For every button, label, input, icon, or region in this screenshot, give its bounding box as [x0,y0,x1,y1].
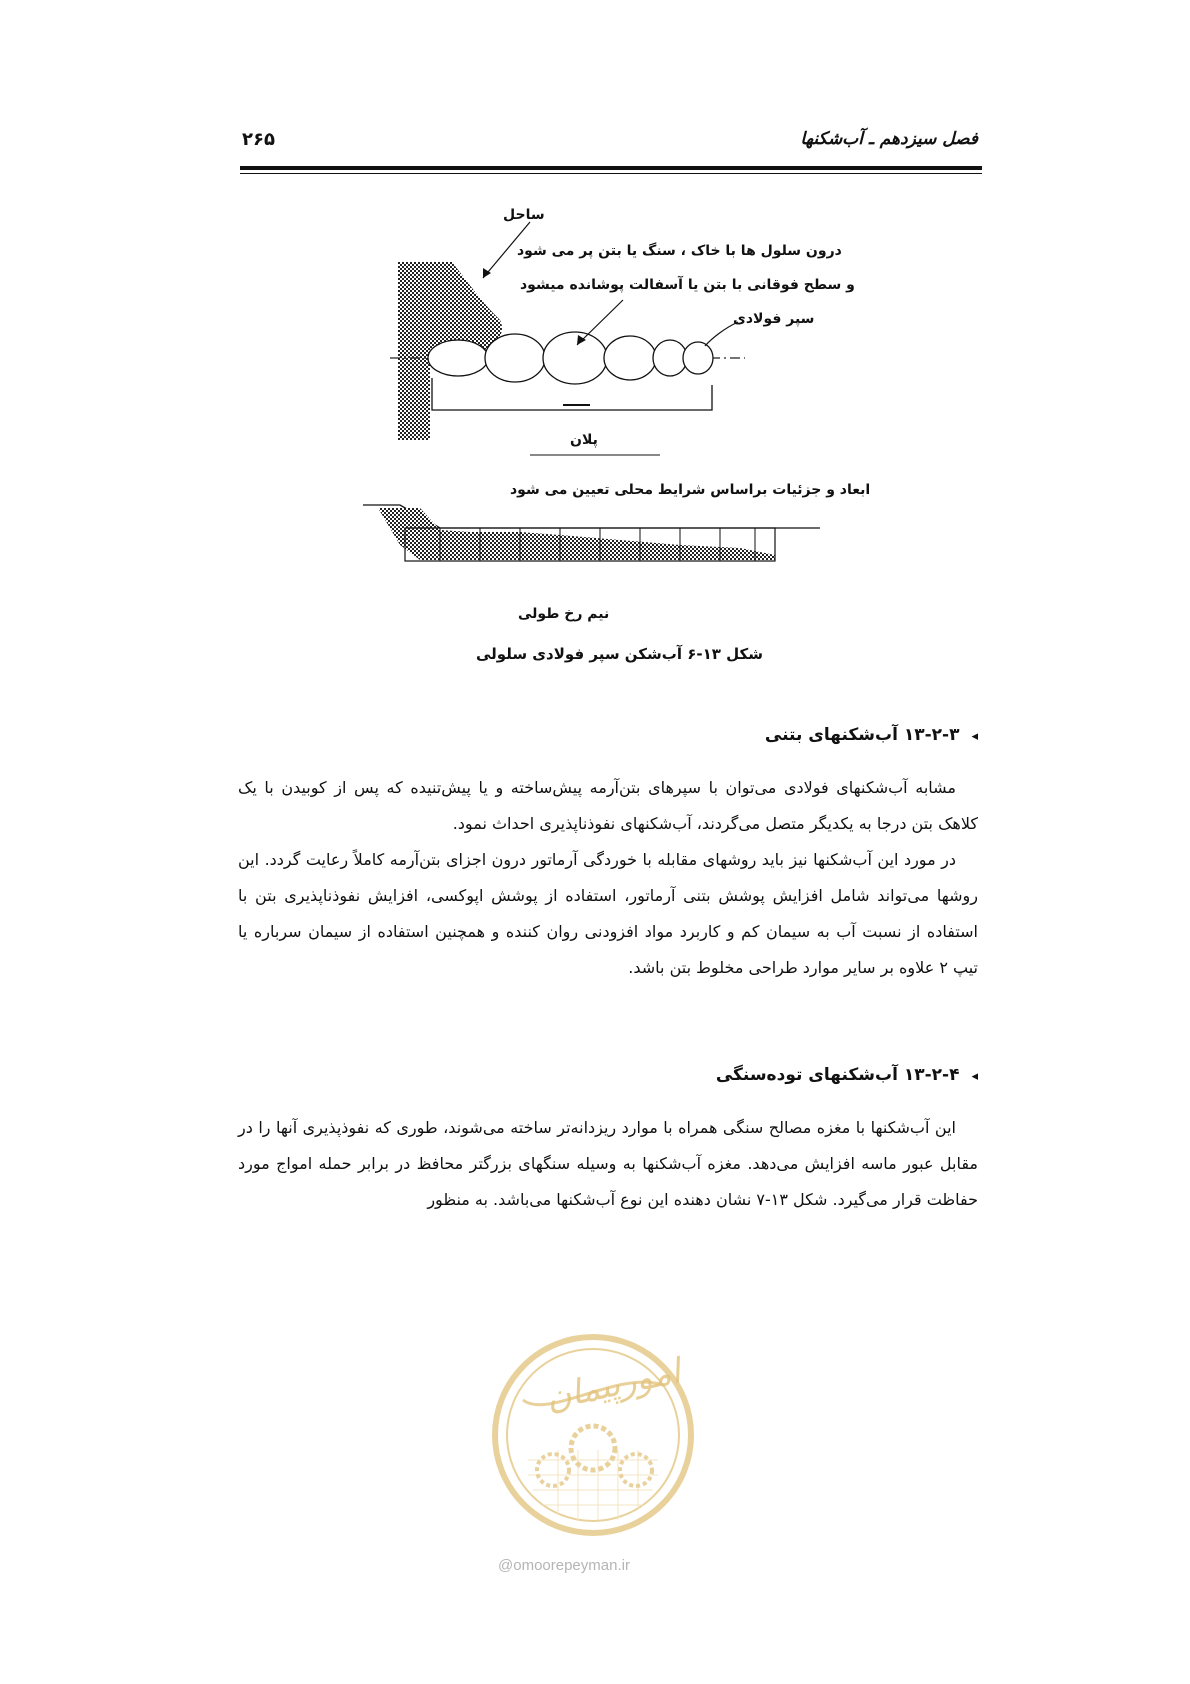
plan-view-drawing [0,0,1190,700]
heading-marker-icon: ◂ [971,729,978,744]
paragraph: این آب‌شکنها با مغزه مصالح سنگی همراه با موارد ریزدانه‌تر ساخته می‌شوند، طوری که نفوذپذیری آنها را در مقابل عبور ماسه افزایش می‌دهد. مغزه آب‌شکنها به وسیله سنگهای بزرگتر محافظ در برابر حمله امواج مورد حفاظت قرار می‌گیرد. شکل ۱۳-۷ نشان دهنده این نوع آب‌شکنها می‌باشد. به منظور [238,1118,978,1209]
section-body-concrete [238,770,978,986]
label-fill-line2: و سطح فوقانی با بتن یا آسفالت پوشانده میشود [520,277,855,293]
label-shore: ساحل [503,207,545,223]
fill-leader [577,300,623,345]
watermark-url: @omoorepeyman.ir [498,1557,630,1574]
page-number: ۲۶۵ [242,129,275,150]
half-profile-drawing [363,505,820,561]
section-heading-concrete [765,725,978,745]
label-dimensions-note: ابعاد و جزئیات براساس شرایط محلی تعیین می شود [510,482,871,498]
section-heading-rubble [716,1065,978,1085]
label-steel-sheet: سپر فولادی [733,311,815,327]
heading-text: ۱۳-۲-۳ آب‌شکنهای بتنی [764,725,960,745]
chapter-title: فصل سیزدهم ـ آب‌شکنها [800,129,978,149]
section-body-rubble [238,1110,978,1218]
paragraph: در مورد این آب‌شکنها نیز باید روشهای مقابله با خوردگی آرماتور درون اجزای بتن‌آرمه کاملاً رعایت گردد. این روشها می‌تواند شامل افزایش پوشش بتنی آرماتور، استفاده از پوشش اپوکسی، افزایش نفوذناپذیری بتن با استفاده از نسبت آب به سیمان کم و کاربرد مواد افزودنی روان کننده و همچنین استفاده از سیمان سرباره یا تیپ ۲ علاوه بر سایر موارد طراحی مخلوط بتن باشد. [238,850,978,977]
watermark-logo-text: امورپیمان [542,1351,685,1419]
paragraph: مشابه آب‌شکنهای فولادی می‌توان با سپرهای بتن‌آرمه پیش‌ساخته و یا پیش‌تنیده که پس از کوبیدن با یک کلاهک بتن درجا به یکدیگر متصل می‌گردند، آب‌شکنهای نفوذناپذیری احداث نمود. [238,778,978,833]
label-fill-line1: درون سلول ها با خاک ، سنگ یا بتن پر می شود [517,243,842,259]
heading-marker-icon: ◂ [971,1069,978,1084]
label-plan: پلان [570,432,598,448]
heading-text: ۱۳-۲-۴ آب‌شکنهای توده‌سنگی [715,1065,960,1085]
label-half-profile: نیم رخ طولی [518,606,610,622]
figure-caption: شکل ۱۳-۶ آب‌شکن سپر فولادی سلولی [476,645,764,663]
